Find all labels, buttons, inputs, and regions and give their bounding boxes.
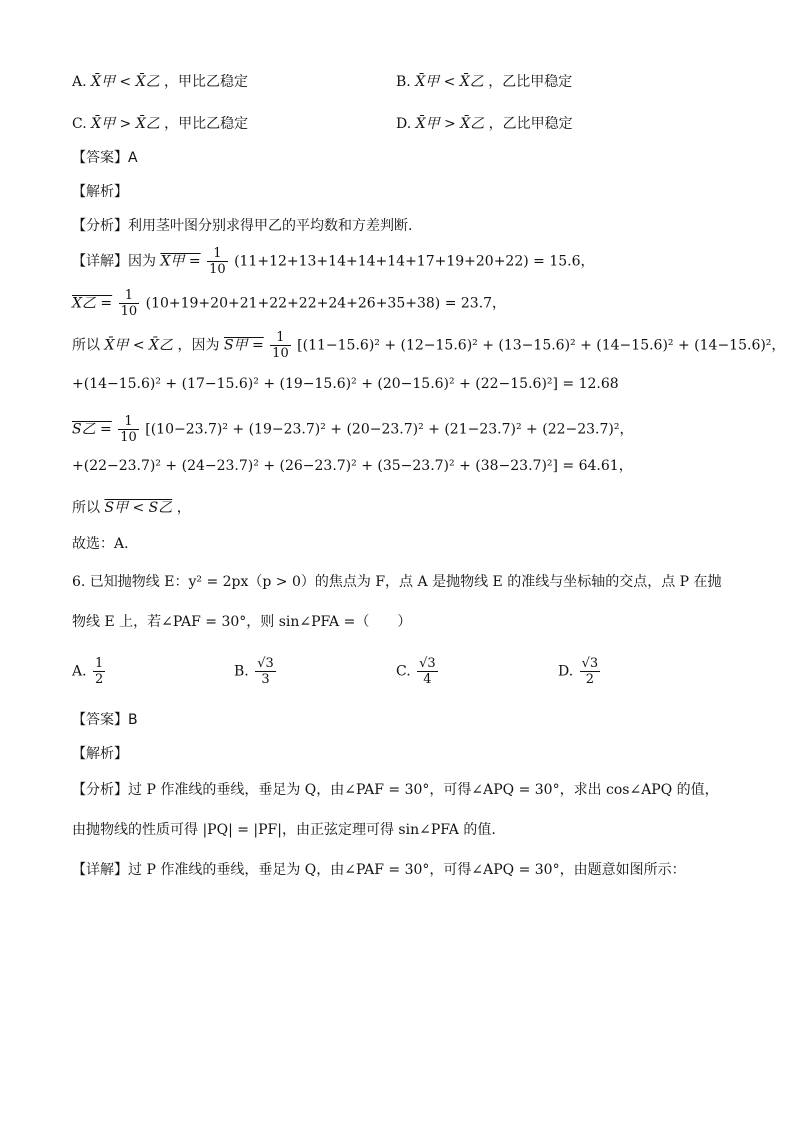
fraction-denominator: 10	[209, 262, 226, 277]
option-letter: A.	[72, 663, 87, 680]
option-fraction	[417, 656, 438, 687]
q6-stem-line1: 6. 已知抛物线 E：y² = 2px（p > 0）的焦点为 F，点 A 是抛物线 E 的准线与坐标轴的交点，点 P 在抛	[72, 574, 722, 590]
fraction-numerator: 1	[95, 656, 104, 671]
mean-yi-rhs: (10+19+20+21+22+22+24+26+35+38) = 23.7，	[145, 295, 507, 312]
var-jia-rhs1: [(11−15.6)² + (12−15.6)² + (13−15.6)² + (14−15.6)² + (14−15.6)²，	[297, 337, 786, 354]
option-fraction	[93, 656, 105, 687]
fraction-denominator: 10	[120, 304, 138, 319]
q6-option-d	[558, 656, 602, 687]
fraction	[119, 288, 140, 319]
q5-answer: 【答案】A	[72, 150, 138, 166]
q6-fenxi-line2: 由抛物线的性质可得 |PQ| = |PF|，由正弦定理可得 sin∠PFA 的值.	[72, 822, 496, 838]
q5-option-a	[72, 72, 248, 92]
option-text: ，乙比甲稳定	[488, 74, 573, 90]
option-math: X̄甲 < X̄乙	[415, 74, 484, 90]
mean-yi-lhs: X乙 =	[72, 295, 113, 312]
q6-option-c	[396, 656, 440, 687]
fraction-denominator: 3	[261, 672, 270, 687]
fraction-numerator: 1	[207, 246, 228, 262]
q5-fenxi: 【分析】利用茎叶图分别求得甲乙的平均数和方差判断.	[72, 218, 413, 234]
option-letter: C.	[396, 663, 411, 680]
fraction-denominator: 2	[585, 672, 595, 687]
conclusion-prefix: 所以	[72, 500, 100, 516]
fraction-numerator: 1	[119, 288, 140, 304]
q5-mean-yi	[72, 288, 506, 319]
conclusion-math: S甲 < S乙	[104, 500, 173, 516]
q5-var-jia-line1	[72, 330, 785, 361]
q5-var-yi-line2: +(22−23.7)² + (24−23.7)² + (26−23.7)² + (35−23.7)² + (38−23.7)²] = 64.61，	[72, 458, 633, 474]
q5-option-c	[72, 114, 248, 134]
detail-label: 【详解】因为	[72, 253, 156, 270]
var-jia-lhs: S甲 =	[223, 337, 264, 354]
q6-option-a	[72, 656, 107, 687]
line-mid: ，因为	[177, 337, 220, 354]
q6-fenxi-line1: 【分析】过 P 作准线的垂线，垂足为 Q，由∠PAF = 30°，可得∠APQ = 30°，求出 cos∠APQ 的值，	[72, 782, 719, 798]
var-yi-lhs: S乙 =	[72, 421, 112, 438]
line-prefix: 所以	[72, 337, 100, 354]
option-text: ，乙比甲稳定	[488, 116, 573, 132]
fraction-denominator: 2	[95, 672, 104, 687]
q5-option-b	[396, 72, 572, 92]
option-letter: A.	[72, 74, 87, 90]
fraction-denominator: 4	[423, 672, 432, 687]
q5-var-yi-line1	[72, 414, 633, 445]
q5-var-jia-line2: +(14−15.6)² + (17−15.6)² + (19−15.6)² + (20−15.6)² + (22−15.6)²] = 12.68	[72, 376, 619, 392]
fraction-denominator: 10	[272, 346, 289, 361]
fraction-denominator: 10	[120, 430, 137, 445]
option-letter: C.	[72, 116, 87, 132]
conclusion-suffix: ，	[176, 500, 191, 516]
option-math: X̄甲 < X̄乙	[91, 74, 160, 90]
option-math: X̄甲 > X̄乙	[91, 116, 160, 132]
mean-jia-rhs: (11+12+13+14+14+14+17+19+20+22) = 15.6，	[234, 253, 595, 270]
q5-analysis-label: 【解析】	[72, 184, 128, 200]
option-text: ，甲比乙稳定	[164, 74, 249, 90]
fraction-numerator: 1	[270, 330, 291, 346]
fraction-numerator: √3	[581, 656, 599, 671]
mean-compare: X̄甲 < X̄乙	[104, 337, 174, 354]
q6-stem-line2: 物线 E 上，若∠PAF = 30°，则 sin∠PFA =（ ）	[72, 614, 412, 630]
q6-answer: 【答案】B	[72, 712, 138, 728]
option-math: X̄甲 > X̄乙	[415, 116, 485, 132]
option-letter: B.	[234, 663, 249, 680]
fraction	[118, 414, 139, 445]
option-text: ，甲比乙稳定	[164, 116, 249, 132]
option-letter: D.	[558, 663, 574, 680]
q5-mean-jia	[72, 246, 595, 277]
fraction	[270, 330, 291, 361]
option-fraction	[255, 656, 276, 687]
q5-option-d	[396, 114, 573, 134]
option-letter: D.	[396, 116, 412, 132]
q5-choose: 故选：A.	[72, 536, 129, 552]
fraction-numerator: 1	[118, 414, 139, 430]
q6-detail: 【详解】过 P 作准线的垂线，垂足为 Q，由∠PAF = 30°，可得∠APQ = 30°，由题意如图所示：	[72, 862, 686, 878]
fraction	[207, 246, 228, 277]
mean-jia-lhs: X甲 =	[160, 253, 201, 270]
q5-conclusion	[72, 498, 191, 518]
q6-option-b	[234, 656, 278, 687]
fraction-numerator: √3	[419, 656, 436, 671]
var-yi-rhs1: [(10−23.7)² + (19−23.7)² + (20−23.7)² + (21−23.7)² + (22−23.7)²，	[145, 421, 634, 438]
q6-analysis-label: 【解析】	[72, 746, 128, 762]
option-letter: B.	[396, 74, 411, 90]
fraction-numerator: √3	[257, 656, 274, 671]
option-fraction	[580, 656, 601, 687]
